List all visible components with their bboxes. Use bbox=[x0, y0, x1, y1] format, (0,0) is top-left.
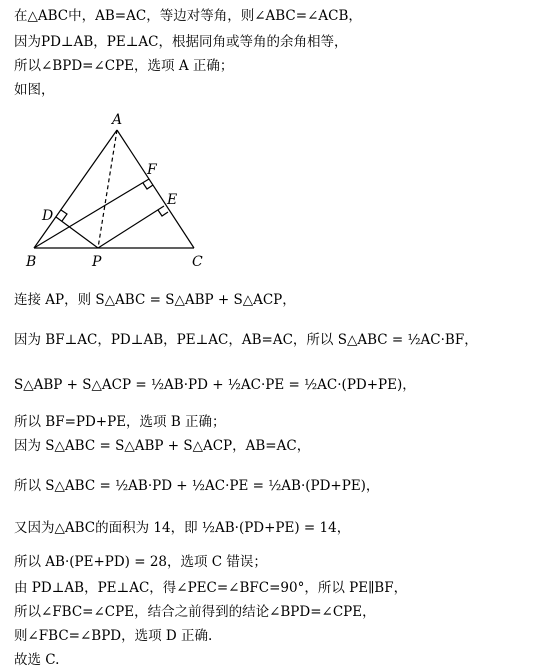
label-B: B bbox=[26, 254, 37, 270]
text-line-11: 又因为△ABC的面积为 14，即 ½AB·(PD+PE) = 14， bbox=[14, 520, 351, 536]
segment-AC bbox=[117, 130, 194, 248]
text-line-3: 所以∠BPD=∠CPE，选项 A 正确； bbox=[14, 58, 234, 74]
triangle-figure bbox=[14, 108, 214, 273]
label-A: A bbox=[112, 112, 123, 128]
segment-AP bbox=[98, 130, 117, 248]
label-E: E bbox=[167, 192, 178, 208]
label-F: F bbox=[147, 162, 157, 178]
right-angle-D bbox=[61, 210, 67, 221]
text-line-15: 则∠FBC=∠BPD，选项 D 正确. bbox=[14, 628, 213, 644]
label-C: C bbox=[192, 254, 203, 270]
text-line-7: S△ABP + S△ACP = ½AB·PD + ½AC·PE = ½AC·(PD+PE)， bbox=[14, 377, 416, 393]
segment-AB bbox=[34, 130, 117, 248]
label-D: D bbox=[42, 208, 54, 224]
text-line-1: 在△ABC中，AB=AC，等边对等角，则∠ABC=∠ACB， bbox=[14, 8, 362, 24]
text-line-5: 连接 AP，则 S△ABC = S△ABP + S△ACP， bbox=[14, 292, 296, 308]
text-line-4: 如图， bbox=[14, 82, 55, 98]
text-line-9: 因为 S△ABC = S△ABP + S△ACP，AB=AC， bbox=[14, 438, 311, 454]
text-line-14: 所以∠FBC=∠CPE，结合之前得到的结论∠BPD=∠CPE， bbox=[14, 604, 376, 620]
text-line-6: 因为 BF⊥AC，PD⊥AB，PE⊥AC，AB=AC，所以 S△ABC = ½AC·BF， bbox=[14, 332, 478, 348]
text-line-13: 由 PD⊥AB，PE⊥AC，得∠PEC=∠BFC=90°，所以 PE∥BF， bbox=[14, 580, 408, 596]
text-line-2: 因为PD⊥AB，PE⊥AC，根据同角或等角的余角相等， bbox=[14, 34, 348, 50]
text-line-8: 所以 BF=PD+PE，选项 B 正确； bbox=[14, 414, 226, 430]
text-line-16: 故选 C. bbox=[14, 652, 60, 668]
text-line-10: 所以 S△ABC = ½AB·PD + ½AC·PE = ½AB·(PD+PE)， bbox=[14, 478, 380, 494]
segment-PE bbox=[98, 206, 164, 248]
label-P: P bbox=[92, 254, 102, 270]
right-angle-E bbox=[158, 210, 168, 216]
text-line-12: 所以 AB·(PE+PD) = 28，选项 C 错误； bbox=[14, 554, 267, 570]
